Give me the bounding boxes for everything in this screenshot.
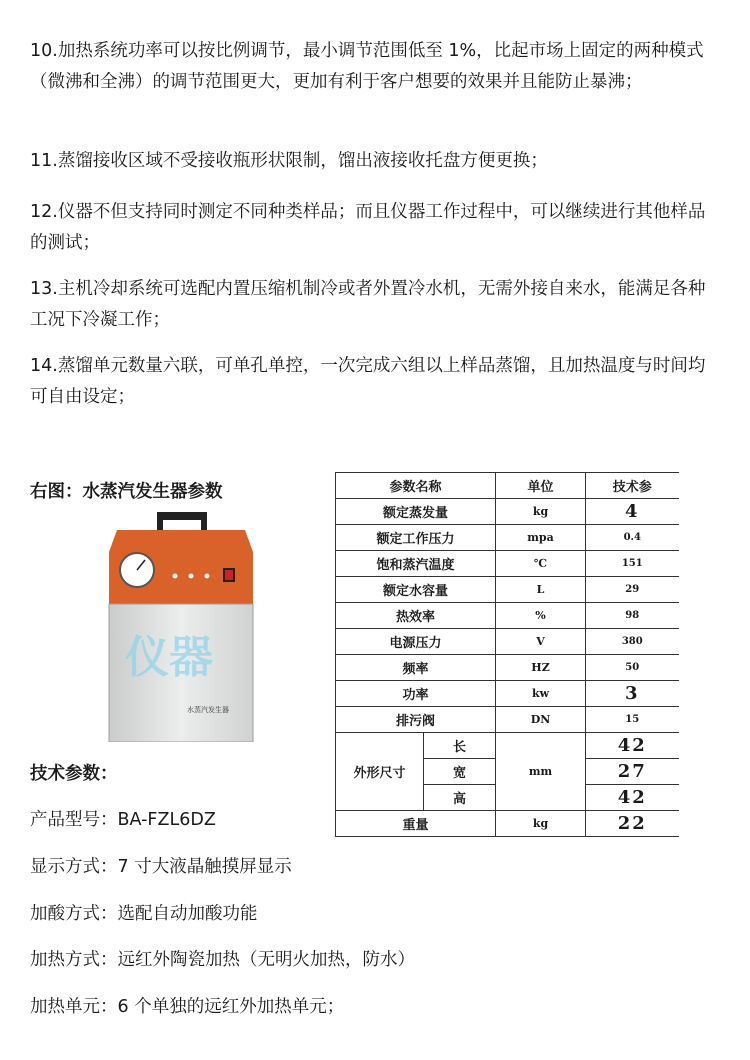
spec-heating-method: 加热方式：远红外陶瓷加热（无明火加热，防水）	[30, 950, 415, 970]
table-header-value: 技术参	[586, 473, 679, 499]
table-header-unit: 单位	[496, 473, 586, 499]
spec-model: 产品型号：BA-FZL6DZ	[30, 810, 216, 830]
table-row: 频率 HZ 50	[336, 655, 679, 681]
dimensions-group-label: 外形尺寸	[336, 733, 424, 811]
table-row: 饱和蒸汽温度 ℃ 151	[336, 551, 679, 577]
table-row: 重量 kg 22	[336, 811, 679, 837]
table-row: 高 42	[336, 785, 679, 811]
steam-generator-spec-table	[335, 472, 679, 837]
feature-paragraph-14: 14.蒸馏单元数量六联，可单孔单控，一次完成六组以上样品蒸馏，且加热温度与时间均可自由设定；	[30, 356, 706, 407]
spec-display: 显示方式：7 寸大液晶触摸屏显示	[30, 857, 292, 877]
table-row: 外形尺寸 长 mm 42	[336, 733, 679, 759]
table-row: 额定水容量 L 29	[336, 577, 679, 603]
feature-paragraph-11: 11.蒸馏接收区域不受接收瓶形状限制，馏出液接收托盘方便更换；	[30, 151, 548, 171]
feature-paragraph-10: 10.加热系统功率可以按比例调节，最小调节范围低至 1%，比起市场上固定的两种模式（微沸和全沸）的调节范围更大，更加有利于客户想要的效果并且能防止暴沸；	[30, 41, 704, 92]
feature-paragraph-12: 12.仪器不但支持同时测定不同种类样品；而且仪器工作过程中，可以继续进行其他样品的测试；	[30, 202, 706, 253]
device-label: 水蒸汽发生器	[187, 706, 229, 714]
table-row: 热效率 % 98	[336, 603, 679, 629]
image-caption: 右图：水蒸汽发生器参数	[30, 482, 223, 502]
spec-heating-units: 加热单元：6 个单独的远红外加热单元；	[30, 997, 345, 1017]
table-row: 电源压力 V 380	[336, 629, 679, 655]
steam-generator-image	[95, 512, 265, 742]
specs-heading: 技术参数：	[30, 764, 118, 784]
feature-paragraph-13: 13.主机冷却系统可选配内置压缩机制冷或者外置冷水机，无需外接自来水，能满足各种工况下冷凝工作；	[30, 279, 706, 330]
table-header-name: 参数名称	[336, 473, 496, 499]
table-row: 额定工作压力 mpa 0.4	[336, 525, 679, 551]
table-row: 额定蒸发量 kg 4	[336, 499, 679, 525]
spec-acid: 加酸方式：选配自动加酸功能	[30, 904, 258, 924]
table-row: 宽 27	[336, 759, 679, 785]
table-row: 排污阀 DN 15	[336, 707, 679, 733]
table-row: 功率 kw 3	[336, 681, 679, 707]
svg-text:仪器: 仪器	[125, 632, 213, 683]
